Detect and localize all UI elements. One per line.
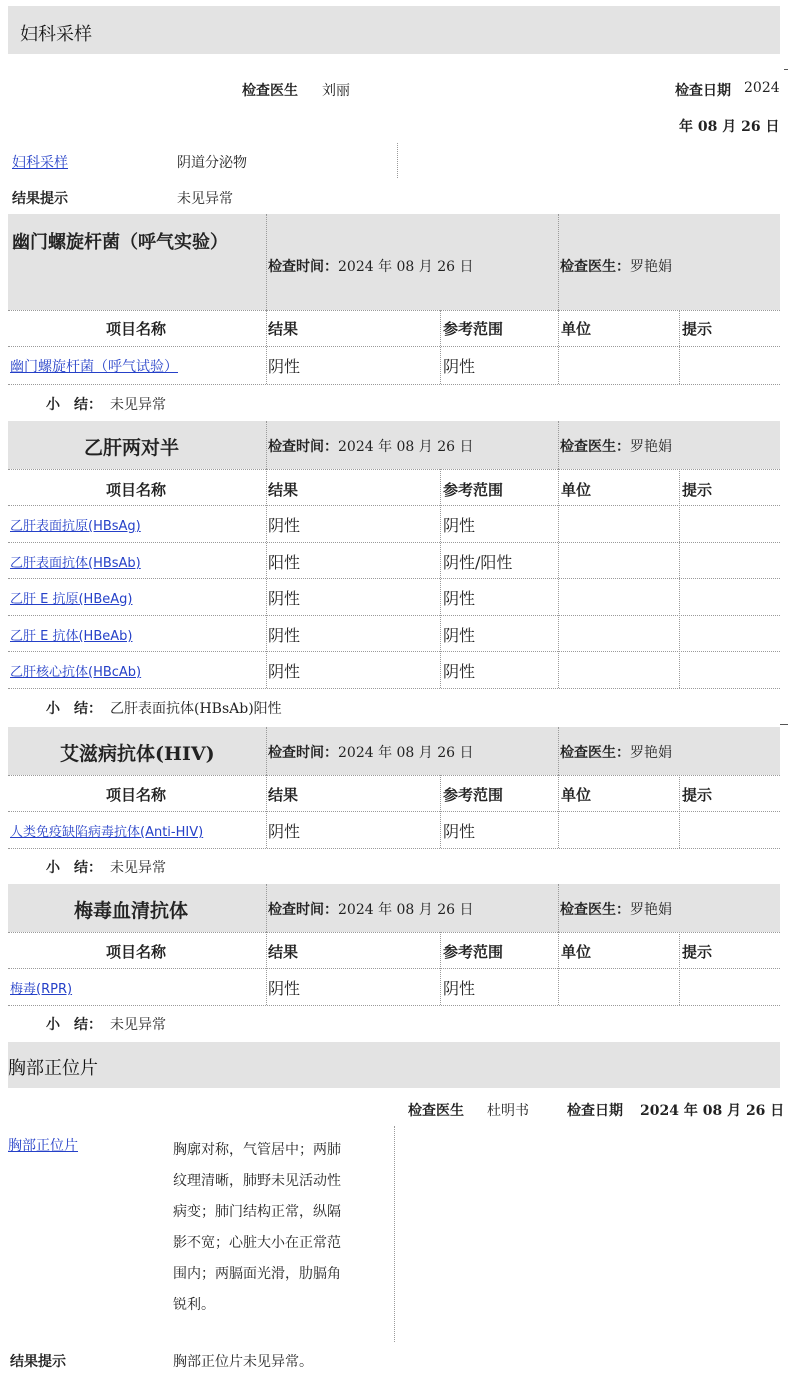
hbv-summary-value: 乙肝表面抗体(HBsAb)阳性 [110, 701, 282, 717]
divider [440, 932, 441, 1005]
divider [558, 421, 559, 469]
hp-exam-time-value: 2024 年 08 月 26 日 [338, 259, 474, 275]
chest-section-header [8, 1042, 780, 1088]
divider [266, 775, 267, 848]
hp-summary-label: 小 结： [46, 397, 102, 413]
chest-findings-line: 影不宽；心脏大小在正常范 [173, 1235, 341, 1251]
divider [266, 469, 267, 688]
hbv-row-name-link[interactable]: 乙肝 E 抗体(HBeAb) [10, 629, 133, 644]
rpr-summary-value: 未见异常 [110, 1017, 166, 1033]
hbv-exam-time-value: 2024 年 08 月 26 日 [338, 439, 474, 455]
rpr-section-header [8, 884, 780, 932]
hbv-table [0, 469, 788, 688]
divider [8, 811, 780, 812]
chest-findings-line: 锐利。 [173, 1297, 215, 1313]
hp-col-result: 结果 [268, 320, 299, 338]
hiv-col-ref: 参考范围 [443, 786, 504, 804]
gyn-date-label: 检查日期 [675, 83, 731, 99]
hbv-row-result: 阴性 [268, 589, 301, 608]
hiv-row-result: 阴性 [268, 822, 301, 841]
hbv-exam-doctor-name: 罗艳娟 [630, 439, 672, 455]
hbv-row-ref: 阴性 [443, 516, 476, 535]
hiv-col-unit: 单位 [561, 786, 592, 804]
divider [558, 214, 559, 310]
hbv-row-result: 阴性 [268, 516, 301, 535]
divider [8, 505, 780, 506]
hbv-col-name: 项目名称 [106, 481, 167, 499]
hiv-summary-label: 小 结： [46, 860, 102, 876]
divider [8, 310, 780, 311]
hp-row-result: 阴性 [268, 357, 301, 376]
chest-findings-line: 病变；肺门结构正常，纵隔 [173, 1204, 341, 1220]
hbv-row-name-link[interactable]: 乙肝表面抗原(HBsAg) [10, 519, 141, 534]
chest-result-value: 胸部正位片未见异常。 [173, 1354, 313, 1370]
chest-findings-line: 围内；两膈面光滑，肋膈角 [173, 1266, 341, 1282]
divider [679, 310, 680, 384]
divider [8, 651, 780, 652]
divider [266, 214, 267, 310]
gyn-result-value: 未见异常 [177, 191, 233, 207]
divider [558, 469, 559, 688]
hbv-row-result: 阴性 [268, 626, 301, 645]
chest-section-title: 胸部正位片 [8, 1058, 98, 1079]
hbv-row-ref: 阴性 [443, 589, 476, 608]
hbv-col-ref: 参考范围 [443, 481, 504, 499]
hp-exam-doctor: 检查医生：罗艳娟 [560, 259, 672, 275]
hp-section-title: 幽门螺旋杆菌（呼气实验） [12, 232, 228, 253]
gyn-sampling-link[interactable]: 妇科采样 [12, 155, 68, 171]
hp-section-header [8, 214, 780, 310]
divider [8, 346, 780, 347]
hbv-col-unit: 单位 [561, 481, 592, 499]
hp-exam-doctor-name: 罗艳娟 [630, 259, 672, 275]
divider [440, 310, 441, 384]
hiv-col-name: 项目名称 [106, 786, 167, 804]
divider [8, 1005, 780, 1006]
divider [558, 775, 559, 848]
hbv-col-hint: 提示 [682, 481, 713, 499]
divider [8, 775, 780, 776]
rpr-exam-doctor-name: 罗艳娟 [630, 902, 672, 918]
page-break-mark [784, 69, 788, 70]
chest-findings [173, 1135, 378, 1321]
gyn-sample-type: 阴道分泌物 [177, 155, 247, 171]
gyn-result-label: 结果提示 [12, 191, 68, 207]
hiv-exam-doctor: 检查医生：罗艳娟 [560, 745, 672, 761]
hiv-row-ref: 阴性 [443, 822, 476, 841]
divider [266, 932, 267, 1005]
gyn-date-rest: 年 08 月 26 日 [679, 119, 780, 135]
hbv-row-ref: 阴性 [443, 662, 476, 681]
divider [8, 932, 780, 933]
gyn-section-header [8, 6, 780, 54]
rpr-col-name: 项目名称 [106, 943, 167, 961]
hbv-row-name-link[interactable]: 乙肝表面抗体(HBsAb) [10, 556, 141, 571]
hiv-table [0, 775, 788, 849]
hbv-exam-time: 检查时间：2024 年 08 月 26 日 [268, 439, 474, 455]
hbv-summary-label: 小 结： [46, 701, 102, 717]
rpr-row-result: 阴性 [268, 979, 301, 998]
hbv-exam-doctor: 检查医生：罗艳娟 [560, 439, 672, 455]
divider [558, 884, 559, 932]
hbv-row-ref: 阴性/阳性 [443, 553, 513, 572]
hp-col-ref: 参考范围 [443, 320, 504, 338]
hiv-section-title: 艾滋病抗体(HIV) [60, 743, 215, 765]
hp-row-ref: 阴性 [443, 357, 476, 376]
hp-exam-time: 检查时间：2024 年 08 月 26 日 [268, 259, 474, 275]
divider [394, 1126, 395, 1342]
rpr-col-unit: 单位 [561, 943, 592, 961]
hiv-exam-time: 检查时间：2024 年 08 月 26 日 [268, 745, 474, 761]
hbv-row-name-link[interactable]: 乙肝 E 抗原(HBeAg) [10, 592, 133, 607]
divider [679, 775, 680, 848]
divider [397, 143, 398, 178]
hp-col-unit: 单位 [561, 320, 592, 338]
page-break-mark [780, 724, 788, 725]
divider [8, 578, 780, 579]
gyn-date-year: 2024 [744, 80, 780, 96]
chest-findings-line: 胸廓对称，气管居中；两肺 [173, 1142, 341, 1158]
rpr-exam-time-value: 2024 年 08 月 26 日 [338, 902, 474, 918]
divider [8, 469, 780, 470]
hp-table [0, 310, 788, 384]
hp-row-name-link[interactable]: 幽门螺旋杆菌（呼气试验） [10, 359, 178, 375]
hbv-section-title: 乙肝两对半 [84, 437, 180, 459]
rpr-summary-label: 小 结： [46, 1017, 102, 1033]
divider [558, 932, 559, 1005]
divider [440, 775, 441, 848]
divider [8, 542, 780, 543]
divider [558, 310, 559, 384]
divider [266, 310, 267, 384]
hbv-row-ref: 阴性 [443, 626, 476, 645]
hbv-section-header [8, 421, 780, 469]
hiv-summary-value: 未见异常 [110, 860, 166, 876]
divider [8, 848, 780, 849]
hp-col-hint: 提示 [682, 320, 713, 338]
chest-date-value: 2024 年 08 月 26 日 [640, 1103, 785, 1119]
hiv-col-result: 结果 [268, 786, 299, 804]
divider [679, 469, 680, 688]
chest-date-label: 检查日期 [567, 1103, 623, 1119]
divider [8, 968, 780, 969]
rpr-exam-doctor: 检查医生：罗艳娟 [560, 902, 672, 918]
divider [266, 727, 267, 775]
divider [266, 884, 267, 932]
chest-findings-line: 纹理清晰，肺野未见活动性 [173, 1173, 341, 1189]
rpr-exam-time: 检查时间：2024 年 08 月 26 日 [268, 902, 474, 918]
rpr-row-ref: 阴性 [443, 979, 476, 998]
divider [8, 615, 780, 616]
rpr-table [0, 932, 788, 1006]
divider [558, 727, 559, 775]
rpr-col-result: 结果 [268, 943, 299, 961]
hbv-row-result: 阳性 [268, 553, 301, 572]
hiv-exam-time-value: 2024 年 08 月 26 日 [338, 745, 474, 761]
hiv-col-hint: 提示 [682, 786, 713, 804]
hiv-section-header [8, 727, 780, 775]
gyn-doctor-name: 刘丽 [322, 83, 350, 99]
divider [440, 469, 441, 688]
chest-xray-link[interactable]: 胸部正位片 [8, 1138, 78, 1154]
gyn-section-title: 妇科采样 [20, 24, 92, 45]
rpr-col-ref: 参考范围 [443, 943, 504, 961]
chest-doctor-label: 检查医生 [408, 1103, 464, 1119]
divider [679, 932, 680, 1005]
hp-summary-value: 未见异常 [110, 397, 166, 413]
hbv-col-result: 结果 [268, 481, 299, 499]
chest-result-label: 结果提示 [10, 1354, 66, 1370]
hp-col-name: 项目名称 [106, 320, 167, 338]
gyn-doctor-label: 检查医生 [242, 83, 298, 99]
rpr-section-title: 梅毒血清抗体 [74, 900, 189, 922]
hbv-row-result: 阴性 [268, 662, 301, 681]
rpr-row-name-link[interactable]: 梅毒(RPR) [10, 982, 73, 997]
rpr-col-hint: 提示 [682, 943, 713, 961]
divider [8, 384, 780, 385]
chest-doctor-name: 杜明书 [487, 1103, 529, 1119]
divider [266, 421, 267, 469]
hiv-exam-doctor-name: 罗艳娟 [630, 745, 672, 761]
hiv-row-name-link[interactable]: 人类免疫缺陷病毒抗体(Anti-HIV) [10, 825, 204, 840]
divider [8, 688, 780, 689]
hbv-row-name-link[interactable]: 乙肝核心抗体(HBcAb) [10, 665, 142, 680]
